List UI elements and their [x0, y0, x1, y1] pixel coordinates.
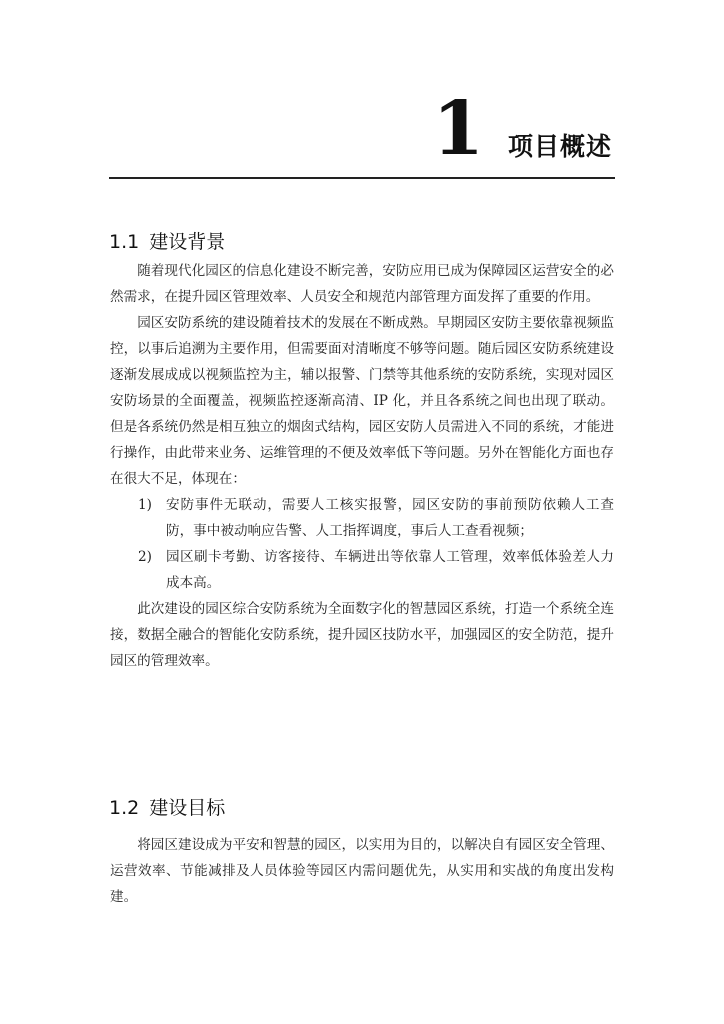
section-body-1-1	[110, 258, 614, 674]
paragraph: 园区安防系统的建设随着技术的发展在不断成熟。早期园区安防主要依靠视频监控，以事后追溯为主要作用，但需要面对清晰度不够等问题。随后园区安防系统建设逐渐发展成成以视频监控为主，辅以报警、门禁等其他系统的安防系统，实现对园区安防场景的全面覆盖，视频监控逐渐高清、IP 化，并且各系统之间也出现了联动。但是各系统仍然是相互独立的烟囱式结构，园区安防人员需进入不同的系统，才能进行操作，由此带来业务、运维管理的不便及效率低下等问题。另外在智能化方面也存在很大不足，体现在：	[110, 315, 614, 487]
list-marker: 1)	[138, 497, 152, 513]
section-title: 建设背景	[149, 231, 226, 253]
paragraph: 此次建设的园区综合安防系统为全面数字化的智慧园区系统，打造一个系统全连接，数据全融合的智能化安防系统，提升园区技防水平，加强园区的安全防范，提升园区的管理效率。	[110, 601, 614, 669]
list-text: 园区刷卡考勤、访客接待、车辆进出等依靠人工管理，效率低体验差人力成本高。	[166, 549, 614, 591]
section-title: 建设目标	[149, 797, 226, 819]
section-number: 1.2	[109, 797, 140, 819]
section-heading-1-2	[109, 796, 225, 820]
chapter-number: 1	[432, 86, 484, 172]
list-item	[110, 492, 614, 544]
chapter-title: 项目概述	[507, 132, 612, 161]
paragraph: 将园区建设成为平安和智慧的园区，以实用为目的，以解决自有园区安全管理、运营效率、节能减排及人员体验等园区内需问题优先，从实用和实战的角度出发构建。	[110, 837, 614, 905]
paragraph: 随着现代化园区的信息化建设不断完善，安防应用已成为保障园区运营安全的必然需求，在提升园区管理效率、人员安全和规范内部管理方面发挥了重要的作用。	[110, 263, 614, 305]
section-number: 1.1	[109, 231, 140, 253]
list-item	[110, 544, 614, 596]
section-body-1-2	[110, 832, 614, 910]
chapter-divider	[109, 177, 615, 179]
section-heading-1-1	[109, 230, 225, 254]
list-text: 安防事件无联动，需要人工核实报警，园区安防的事前预防依赖人工查防，事中被动响应告警、人工指挥调度，事后人工查看视频；	[166, 497, 614, 539]
chapter-heading	[432, 86, 612, 172]
list-marker: 2)	[138, 549, 152, 565]
